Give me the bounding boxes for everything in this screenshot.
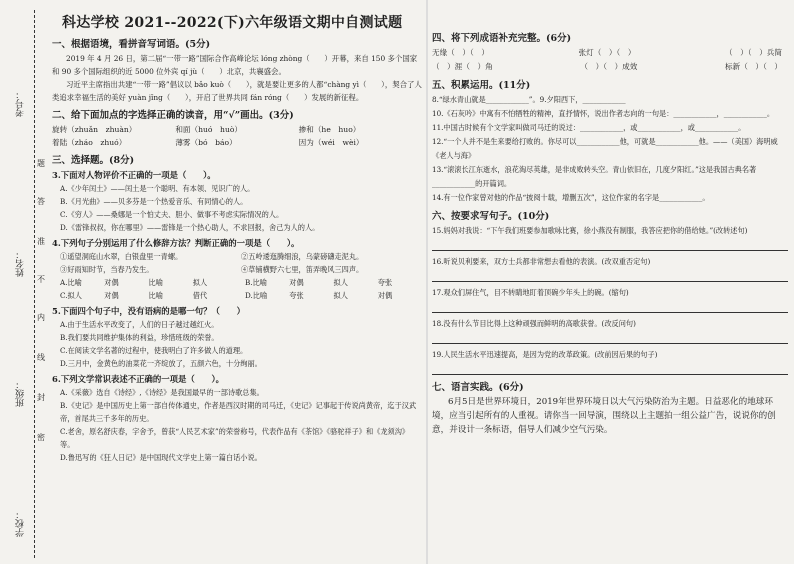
section-1-text: 2019 年 4 月 26 日，第二届“一带一路”国际合作高峰论坛 lóng zhòng（ ）开幕，来自 150 多个国家和 90 多个国际组织的近 5000 位外宾 qí jù（ ）北京，共襄盛会。 [52,54,418,76]
pinyin-item[interactable]: 因为（wéi wèi） [298,138,364,147]
q4-sentence: ①遥望洞庭山水翠，白银盘里一青螺。 [60,252,183,261]
rewrite-item: 19.人民生活水平迅速提高，是因为党的改革政策。(改前因后果的句子) [432,350,658,359]
fill-item[interactable]: 12.“一个人并不是生来要给打败的。你尽可以____________他，可就是____________他。——（美国）海明威《老人与海》 [432,137,778,160]
fill-item[interactable]: 13.“滚滚长江东逝水，浪花淘尽英雄，是非成败转头空。青山依旧在，几度夕阳红。”这是我国古典名著____________的开篇词。 [432,165,757,188]
fill-item[interactable]: 10.《石灰吟》中寓有不怕牺牲的精神，直抒情怀，说出作者志向的一句是：____________，____________。 [432,109,775,118]
class-label: 班级： [16,380,26,407]
practice-prompt: 6月5日是世界环境日，2019年世界环境日以大气污染防治为主题。日益恶化的地球环境，应当引起所有的人重视。请你当一回导演，围绕以上主题拍一组公益广告，说说你的创意，并设计一条标语，倡导人们减少空气污染。 [432,397,776,435]
question-6: 6.下列文学常识表述不正确的一项是（ ）。 [52,374,225,384]
seal-char: 答 [37,197,45,206]
rewrite-item: 17.观众们屏住气，目不转睛地盯着顶碗少年头上的碗。(缩句) [432,288,629,297]
option[interactable]: C.老舍，原名舒庆春，字舍予，曾获“人民艺术家”的荣誉称号，代表作品有《茶馆》《骆驼祥子》和《龙须沟》等。 [60,427,410,449]
exam-number-label: 考号： [16,90,26,117]
seal-line [34,10,35,558]
idiom-blank[interactable]: 标新（ ）（ ） [725,62,782,71]
option-part: 对偶 [104,291,119,300]
seal-char: 封 [37,393,45,402]
option[interactable]: A.由于生活水平改变了，人们的日子越过越红火。 [60,320,219,329]
rewrite-item: 18.没有什么节目比得上这种顽强而鲜明的高歌获誉。(改反问句) [432,319,636,328]
seal-char: 题 [37,159,45,168]
section-6-heading: 六、按要求写句子。(10分) [432,211,550,222]
section-4-heading: 四、将下列成语补充完整。(6分) [432,33,572,44]
section-2-heading: 二、给下面加点的字选择正确的读音，用“√”画出。(3分) [52,110,294,121]
answer-line[interactable] [432,271,788,282]
school-label: 学校： [16,510,26,537]
option-part: A.比喻 [60,278,82,287]
idiom-row [432,46,788,60]
pinyin-item[interactable]: 和面（huó huò） [175,125,243,134]
page-fold [426,0,428,564]
question-5: 5.下面四个句子中，没有语病的是哪一句？（ ） [52,306,245,316]
option[interactable] [60,276,237,289]
rewrite-item: 16.听说贝利要来，双方士兵都非常想去看他的表演。(改双重否定句) [432,257,651,266]
option[interactable]: B.《史记》是中国历史上第一部自传体通史，作者是西汉时期的司马迁，《史记》记事起于传说尚黄帝，迄于汉武帝，首尾共三千多年的历史。 [60,401,417,423]
option-part: 夸张 [289,291,304,300]
seal-char: 线 [37,353,45,362]
fill-item[interactable]: 8.“绿水青山就是____________”。9.夕阳西下，____________ [432,95,626,104]
seal-char: 内 [37,313,45,322]
option[interactable]: A.《采薇》选自《诗经》,《诗经》是我国最早的一部诗歌总集。 [60,388,264,397]
question-4: 4.下列句子分别运用了什么修辞方法？判断正确的一项是（ ）。 [52,238,300,248]
option[interactable] [245,276,422,289]
section-3-heading: 三、选择题。(8分) [52,155,135,166]
idiom-blank[interactable]: （ ）涯（ ）角 [432,62,493,71]
section-7-heading: 七、语言实践。(6分) [432,382,524,393]
rewrite-item: 15.妈妈对我说：“下午我们班要参加歌咏比赛，徐小燕没有制服，我答应把你的借给她。”(改转述句) [432,226,748,235]
pinyin-item[interactable]: 掺和（he huo） [298,125,361,134]
answer-line[interactable] [432,240,788,251]
option-part: 比喻 [148,291,163,300]
option[interactable]: B.我们要共同维护集体的利益，珍惜班级的荣誉。 [60,333,219,342]
idiom-blank[interactable]: （ ）（ ）兵简 [725,48,782,57]
option[interactable]: A.《少年闰土》——闰土是一个聪明、有本领、见识广的人。 [60,184,255,193]
idiom-row [432,60,788,74]
question-3: 3.下面对人物评价不正确的一项是（ ）。 [52,170,216,180]
section-1-text: 习近平主席指出共建“一带一路”倡议以 bǎo kuò（ ），就是要让更多的人都“chàng yì（ ），契合了人类追求幸福生活的美好 yuàn jǐng（ ），开启了世界共同 fán róng（ ）发展的新征程。 [52,80,422,102]
option[interactable]: C.在阅读文学名著的过程中，使我明白了许多做人的道理。 [60,346,248,355]
option[interactable] [60,289,237,302]
option[interactable] [245,289,422,302]
option-part: 对偶 [377,291,393,300]
q4-sentence-row [60,250,422,263]
pinyin-row [52,123,422,136]
name-label: 姓名： [16,250,26,277]
q4-options-row [52,276,422,289]
seal-char: 准 [37,237,45,246]
seal-char: 密 [37,433,45,442]
option-part: 比喻 [148,278,163,287]
section-1-heading: 一、根据语境，看拼音写词语。(5分) [52,39,211,50]
pinyin-item[interactable]: 旋转（zhuǎn zhuàn） [52,125,137,134]
option[interactable]: D.三月中，金黄色的油菜花一齐绽放了，五颜六色，十分绚丽。 [60,359,262,368]
option[interactable]: D.《雷锋叔叔，你在哪里》——雷锋是一个热心助人，不求回报，舍己为人的人。 [60,223,320,232]
left-column [52,0,422,564]
option-part: 拟人 [192,278,208,287]
option-part: 夸张 [377,278,393,287]
idiom-blank[interactable]: （ ）（ ）成效 [580,62,638,71]
pinyin-item[interactable]: 着陆（zháo zhuó） [52,138,127,147]
option-part: 对偶 [104,278,119,287]
answer-line[interactable] [432,333,788,344]
q4-sentence: ③好雨知时节，当春乃发生。 [60,265,154,274]
q4-sentence: ④草铺横野六七里，笛弄晚风三四声。 [241,265,364,274]
idiom-blank[interactable]: 张灯（ ）（ ） [578,48,636,57]
right-column [432,0,788,564]
page-title: 科达学校 2021--2022(下)六年级语文期中自测试题 [62,15,403,31]
q4-sentence: ②五岭逶迤腾细浪，乌蒙磅礴走泥丸。 [241,252,364,261]
seal-char: 不 [37,275,45,284]
answer-line[interactable] [432,302,788,313]
option-part: 拟人 [333,291,348,300]
option[interactable]: C.《穷人》——桑娜是一个怕丈夫、胆小、做事不考虑实际情况的人。 [60,210,284,219]
binding-margin [0,0,44,564]
idiom-blank[interactable]: 无缘（ ）（ ） [432,48,489,57]
option-part: 对偶 [289,278,304,287]
q4-sentence-row [60,263,422,276]
fill-item[interactable]: 11.中国古时候有个文学家叫做司马迁的说过：____________，或____________，或____________。 [432,123,746,132]
fill-item[interactable]: 14.有一位作家曾对他的作品“披阅十载，增删五次”，这位作家的名字是____________。 [432,193,710,202]
option-part: 借代 [192,291,208,300]
option[interactable]: B.《月光曲》——贝多芬是一个热爱音乐、有同情心的人。 [60,197,248,206]
option-part: B.比喻 [245,278,267,287]
pinyin-item[interactable]: 薄雾（bó báo） [175,138,237,147]
option-part: C.拟人 [60,291,82,300]
q4-options-row [52,289,422,302]
option[interactable]: D.鲁迅写的《狂人日记》是中国现代文学史上第一篇白话小说。 [60,453,262,462]
option-part: D.比喻 [245,291,268,300]
option-part: 拟人 [333,278,348,287]
section-5-heading: 五、积累运用。(11分) [432,80,531,91]
answer-line[interactable] [432,364,788,375]
pinyin-row [52,136,422,149]
